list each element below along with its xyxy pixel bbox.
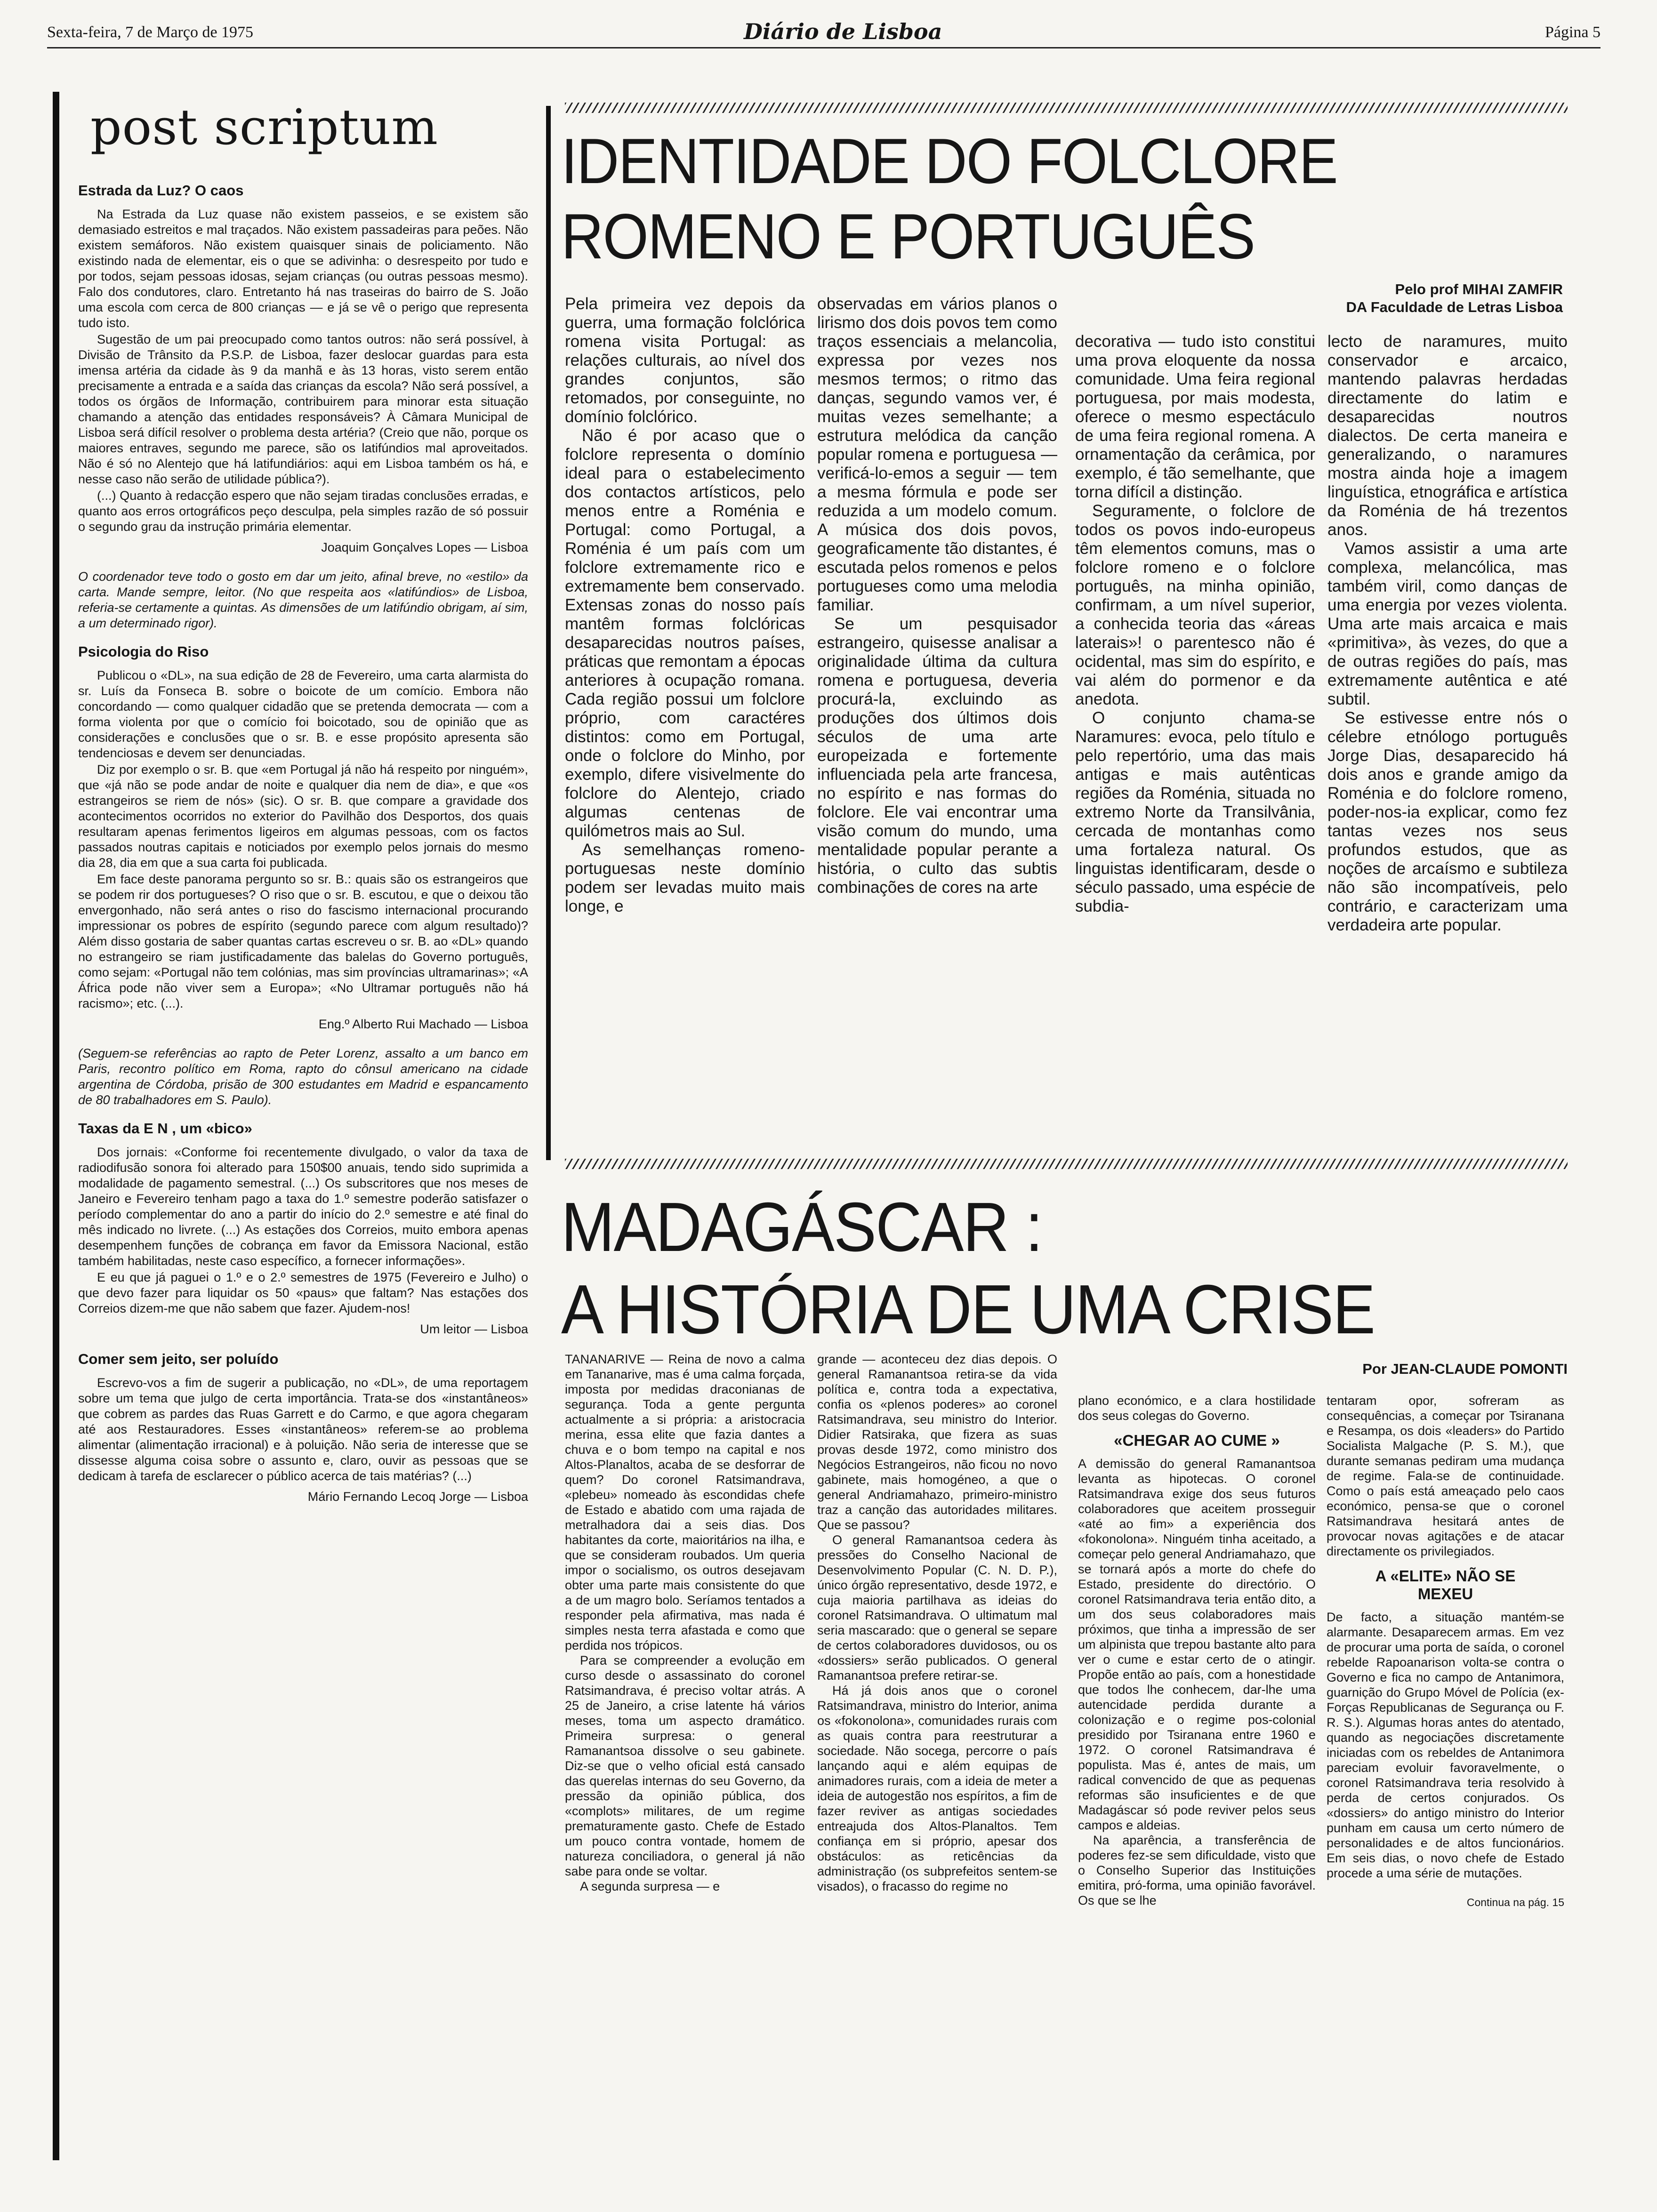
letter-paragraph: Sugestão de um pai preocupado como tantos outros: não será possível, à Divisão de Trânsito da P.S.P. de Lisboa, fazer deslocar guardas para esta imensa artéria da cidade às 9 da manhã e às 13 horas, visto serem então precisamente a entrada e a saída das crianças da escola? Não será possível, a todos os órgãos de Informação, contribuirem para minorar esta situação chamando a atenção das entidades responsáveis? À Câmara Municipal de Lisboa será difícil resolver o problema desta artéria? (Creio que não, porque os maiores entraves, segundo me parece, são os latifúndios mal aproveitados. Não é só no Alentejo que há latifundiários: aqui em Lisboa também os há, e nesse caso não serão de utilidade pública?). bbox=[78, 332, 528, 486]
article-paragraph: observadas em vários planos o lirismo dos dois povos tem como traços essenciais a melancolia, expressa por vezes nos mesmos termos; o ritmo das danças, segundo vamos ver, é muitas vezes semelhante; a estrutura melódica da canção popular romena e portuguesa — verificá-lo-emos a seguir — tem a mesma fórmula e pode ser reduzida a um modelo comum. A música dos dois povos, geograficamente tão distantes, é escutada pelos romenos e pelos portugueses como uma melodia familiar. bbox=[817, 295, 1057, 614]
article-paragraph: Seguramente, o folclore de todos os povos indo-europeus têm elementos comuns, mas o folclore romeno e o folclore português, na minha opinião, confirmam, a um nível superior, a conhecida teoria das «áreas laterais»! o parentesco não é ocidental, mas sim do espírito, e vai além do pormenor e da anedota. bbox=[1075, 502, 1315, 708]
folclore-column-1 bbox=[565, 295, 805, 916]
folclore-column-2 bbox=[817, 295, 1057, 897]
article-paragraph: plano económico, e a clara hostilidade dos seus colegas do Governo. bbox=[1078, 1394, 1316, 1423]
continued-note: Continua na pág. 15 bbox=[1466, 1896, 1564, 1908]
letter-heading: Comer sem jeito, ser poluído bbox=[78, 1351, 279, 1367]
article-paragraph: TANANARIVE — Reina de novo a calma em Tananarive, mas é uma calma forçada, imposta por medidas draconianas de segurança. Toda a gente pergunta actualmente a si própria: a aristocracia merina, essa elite que fazia dantes a chuva e o bom tempo na capital e nos Altos-Planaltos, acaba de se desforrar de quem? Do coronel Ratsimandrava, «plebeu» nomeado às escondidas chefe de Estado e abatido com uma rajada de metralhadora dai a seis dias. Dos habitantes da corte, maioritários na ilha, e que se consideram roubados. Um queria impor o socialismo, os outros desejavam obter uma parte mais consistente do que a de um magro bolo. Seríamos tentados a responder pela afirmativa, mas nada é simples nesta terra afastada e como que perdida nos trópicos. bbox=[565, 1352, 805, 1652]
folclore-byline: Pelo prof MIHAI ZAMFIR DA Faculdade de Letras Lisboa bbox=[1346, 281, 1563, 315]
issue-date: Sexta-feira, 7 de Março de 1975 bbox=[47, 24, 254, 41]
article-paragraph: Pela primeira vez depois da guerra, uma formação folclórica romena visita Portugal: as relações culturais, ao nível dos grandes conjuntos, são retomados, por conseguinte, no domínio folclórico. bbox=[565, 295, 805, 426]
newspaper-title: Diário de Lisboa bbox=[744, 19, 942, 44]
letter-paragraph: E eu que já paguei o 1.º e o 2.º semestres de 1975 (Fevereiro e Julho) o que devo fazer para liquidar os 50 «paus» que faltam? Nas estações dos Correios dizem-me que não sabem que fazer. Ajudem-nos! bbox=[78, 1270, 528, 1315]
article-paragraph: A demissão do general Ramanantsoa levanta as hipotecas. O coronel Ratsimandrava exige dos seus futuros colaboradores que aceitem prosseguir «até ao fim» a experiência dos «fokonolona». Ninguém tinha aceitado, a começar pelo general Andriamahazo, que se tornará após a morte do chefe do Estado, presidente do directório. O coronel Ratsimandrava teria então dito, a um dos seus colaboradores mais próximos, que tinha a impressão de ser um alpinista que trepou bastante alto para ver o cume e estar certo de o atingir. Propõe então ao país, com a honestidade que todos lhe conhecem, dar-lhe uma autencidade perdida durante a colonização e o regime pos-colonial presidido por Tsiranana entre 1960 e 1972. O coronel Ratsimandrava é populista. Mas é, antes de mais, um radical convencido de que as pequenas reformas são insuficientes e de que Madagáscar só pode reviver pelos seus campos e aldeias. bbox=[1078, 1457, 1316, 1832]
article-paragraph: O conjunto chama-se Naramures: evoca, pelo título e pelo repertório, uma das mais antigas e mais autênticas regiões da Roménia, situada no extremo Norte da Transilvânia, cercada de montanhas como uma fortaleza natural. Os linguistas identificaram, desde o século passado, uma espécie de subdia- bbox=[1075, 709, 1315, 915]
letter-signature: Joaquim Gonçalves Lopes — Lisboa bbox=[321, 540, 528, 554]
article-paragraph: grande — aconteceu dez dias depois. O general Ramanantsoa retira-se da vida política e, contra toda a expectativa, confia os «plenos poderes» ao coronel Ratsimandrava, seu ministro do Interior. Didier Ratsiraka, que fizera as suas provas desde 1972, como ministro dos Negócios Estrangeiros, não ficou no novo gabinete, mais homogéneo, a que o general Andriamahazo, primeiro-ministro traz a canção das autoridades militares. Que se passou? bbox=[817, 1352, 1057, 1532]
folclore-column-3 bbox=[1075, 332, 1315, 916]
letter-heading: Psicologia do Riso bbox=[78, 643, 209, 660]
article-paragraph: Se um pesquisador estrangeiro, quisesse analisar a originalidade última da cultura romena e portuguesa, deveria procurá-la, excluindo as produções dos últimos dois séculos de uma arte europeizada e fortemente influenciada pela arte francesa, no espírito e nas formas do folclore. Ele vai encontrar uma visão comum do mundo, uma mentalidade popular perante a história, o culto das subtis combinações de cores na arte bbox=[817, 615, 1057, 897]
article-paragraph: O general Ramanantsoa cedera às pressões do Conselho Nacional de Desenvolvimento Popular (C. N. D. P.), único órgão representativo, desde 1972, e cuja maioria partilhava as ideias do coronel Ratsimandrava. O ultimatum mal seria mascarado: que o general se separe de certos colaboradores duvidosos, ou os «dossiers» serão publicados. O general Ramanantsoa prefere retirar-se. bbox=[817, 1533, 1057, 1683]
letter-signature: Eng.º Alberto Rui Machado — Lisboa bbox=[318, 1017, 528, 1031]
letter-signature: Um leitor — Lisboa bbox=[420, 1322, 528, 1336]
letter-signature: Mário Fernando Lecoq Jorge — Lisboa bbox=[307, 1490, 528, 1504]
article-paragraph: A segunda surpresa — e bbox=[580, 1879, 720, 1893]
letter-paragraph: Dos jornais: «Conforme foi recentemente divulgado, o valor da taxa de radiodifusão sonora foi alterado para 150$00 anuais, tendo sido suprimida a modalidade de pagamento semestral. (...) Os subscritores que nos meses de Janeiro e Fevereiro tenham pago a taxa do 1.º semestre poderão satisfazer o período complementar do ano a partir do início do 2.º semestre e até final do mês indicado no livrete. (...) As estações dos Correios, muito embora apenas desempenhem funções de cobrança em favor da Emissora Nacional, estão também habilitadas, neste caso específico, a fornecer informações». bbox=[78, 1145, 528, 1268]
folclore-column-4 bbox=[1327, 332, 1568, 935]
madagascar-column-4 bbox=[1327, 1393, 1564, 1910]
subheading: «CHEGAR AO CUME » bbox=[1114, 1432, 1280, 1449]
article-paragraph: decorativa — tudo isto constitui uma prova eloquente da nossa comunidade. Uma feira regional portuguesa, por mais modesta, oferece o mesmo espectáculo de uma feira regional romena. A ornamentação da cerâmica, por exemplo, é tão semelhante, que torna difícil a distinção. bbox=[1075, 332, 1315, 501]
masthead-rule bbox=[47, 47, 1601, 48]
post-scriptum-column bbox=[53, 92, 528, 2160]
article-paragraph: Vamos assistir a uma arte complexa, melancólica, mas também viril, como danças de uma energia por vezes violenta. Uma arte mais arcaica e mais «primitiva», às vezes, do que a de outras regiões do país, mas extremamente autêntica e até subtil. bbox=[1327, 539, 1568, 708]
folclore-headline: IDENTIDADE DO FOLCLORE ROMENO E PORTUGUÊS bbox=[561, 125, 1337, 272]
article-paragraph: lecto de naramures, muito conservador e arcaico, mantendo palavras herdadas directamente do latim e desaparecidas noutros dialectos. De certa maneira e generalizando, o naramures mostra ainda hoje a imagem linguística, etnográfica e artística da Roménia de há trezentos anos. bbox=[1327, 332, 1568, 539]
letter-heading: Estrada da Luz? O caos bbox=[78, 182, 244, 199]
article-paragraph: Não é por acaso que o folclore representa o domínio ideal para o estabelecimento dos contactos artísticos, pelo menos entre a Roménia e Portugal: como Portugal, a Roménia é um país com um folclore extremamente rico e extremamente bem conservado. Extensas zonas do nosso país mantêm formas folclóricas desaparecidas noutros países, práticas que remontam a épocas anteriores à ocupação romana. Cada região possui um folclore próprio, com caractéres distintos: como em Portugal, onde o folclore do Minho, por exemplo, difere visivelmente do folclore do Alentejo, criado algumas centenas de quilómetros mais ao Sul. bbox=[565, 426, 805, 840]
article-paragraph: As semelhanças romeno-portuguesas neste domínio podem ser levadas muito mais longe, e bbox=[565, 841, 805, 915]
madagascar-headline: MADAGÁSCAR : A HISTÓRIA DE UMA CRISE bbox=[561, 1188, 1375, 1348]
letter-heading: Taxas da E N , um «bico» bbox=[78, 1120, 252, 1137]
letter-paragraph: Na Estrada da Luz quase não existem passeios, e se existem são demasiado estreitos e mal traçados. Não existem passadeiras para peões. Não existem semáforos. Não existem quaisquer sinais de policiamento. Não existindo nada de elementar, eis o que se adivinha: o desrespeito por tudo e por todos, sejam pessoas idosas, sejam crianças (ou outras pessoas mesmo). Falo dos condutores, claro. Entretanto há nas traseiras do bairro de S. João uma escola com cerca de 800 crianças — e já se vê o perigo que representa tudo isto. bbox=[78, 207, 528, 330]
article-paragraph: Há já dois anos que o coronel Ratsimandrava, ministro do Interior, anima os «fokonolona», comunidades rurais com as quais contra para reestruturar a sociedade. Não socega, percorre o país lançando aqui e além equipas de animadores rurais, com a ideia de meter a ideia de autogestão nos espíritos, a fim de fazer reviver as antigas sociedades entreajuda dos Altos-Planaltos. Tem confiança em si próprio, apesar dos obstáculos: as reticências da administração (os subprefeitos sentem-se visados), o fracasso do regime no bbox=[817, 1683, 1057, 1893]
letter-paragraph: Publicou o «DL», na sua edição de 28 de Fevereiro, uma carta alarmista do sr. Luís da Fonseca B. sobre o boicote de um comício. Embora não concordando — como qualquer cidadão que se pretenda democrata — com a forma violenta por que o comício foi boicotado, sou de opinião que as considerações e conclusões que o sr. B. e esse propósito apresenta são tendenciosas e devem ser denunciadas. bbox=[78, 668, 528, 760]
madagascar-column-3 bbox=[1078, 1393, 1316, 1908]
madagascar-column-2 bbox=[817, 1352, 1057, 1894]
folclore-top-hatch bbox=[565, 103, 1568, 113]
subheading: A «ELITE» NÃO SE MEXEU bbox=[1375, 1567, 1516, 1603]
letter-paragraph: (...) Quanto à redacção espero que não sejam tiradas conclusões erradas, e quanto aos erros ortográficos peço desculpa, pela simples razão de só possuir o segundo grau da instrução primária elementar. bbox=[78, 489, 528, 534]
folclore-rule bbox=[546, 106, 551, 1160]
madagascar-top-hatch bbox=[565, 1159, 1568, 1169]
masthead bbox=[47, 19, 1601, 52]
article-paragraph: Para se compreender a evolução em curso desde o assassinato do coronel Ratsimandrava, é preciso voltar atrás. A 25 de Janeiro, a crise latente há vários meses, toma um aspecto dramático. Primeira surpresa: o general Ramanantsoa dissolve o seu gabinete. Diz-se que o velho oficial está cansado das querelas internas do seu Governo, da pressão da opinião pública, dos «complots» militares, de um regime prematuramente gasto. Chefe de Estado um pouco contra vontade, homem de natureza conciliadora, o general já não sabe para onde se voltar. bbox=[565, 1653, 805, 1878]
madagascar-byline: Por JEAN-CLAUDE POMONTI bbox=[1362, 1361, 1568, 1377]
page-number: Página 5 bbox=[1544, 24, 1601, 41]
editor-note: (Seguem-se referências ao rapto de Peter Lorenz, assalto a um banco em Paris, recontro político em Roma, rapto do cônsul americano na cidade argentina de Córdoba, prisão de 300 estudantes em Madrid e espancamento de 80 trabalhadores em S. Paulo). bbox=[78, 1046, 528, 1107]
column-title: post scriptum bbox=[90, 98, 438, 156]
article-paragraph: tentaram opor, sofreram as consequências, a começar por Tsiranana e Resampa, os dois «leaders» do Partido Socialista Malgache (P. S. M.), que durante semanas pediram uma mudança de regime. Fala-se de continuidade. Como o país está ameaçado pelo caos económico, pensa-se que o coronel Ratsimandrava hesitará antes de provocar novas agitações e de atacar directamente os privilegiados. bbox=[1327, 1394, 1564, 1558]
letter-paragraph: Escrevo-vos a fim de sugerir a publicação, no «DL», de uma reportagem sobre um tema que julgo de certa importância. Trata-se dos «instantâneos» que cobrem as pardes das Ruas Garrett e do Carmo, e que agora chegaram até aos Restauradores. Esses «instantâneos» referem-se ao problema alimentar (alimentação irracional) e à poluição. Não seria de interesse que se dissesse alguma coisa sobre o assunto e, claro, ouvir as pessoas que se dedicam à tarefa de esclarecer o público acerca de tais matérias? (...) bbox=[78, 1376, 528, 1483]
letter-paragraph: Em face deste panorama pergunto so sr. B.: quais são os estrangeiros que se podem rir dos portugueses? O riso que o sr. B. escutou, e que o deixou tão envergonhado, não será antes o riso do fascismo internacional procurando impressionar os pobres de espírito (segundo parece com algum resultado)? Além disso gostaria de saber quantas cartas escreveu o sr. B. ao «DL» quando no estrangeiro se riam justificadamente das balelas do Governo português, como sejam: «Portugal não tem colónias, mas sim províncias ultramarinas»; «A África pode não viver sem a Europa»; «No Ultramar português não há racismo»; etc. (...). bbox=[78, 872, 528, 1010]
editor-note: O coordenador teve todo o gosto em dar um jeito, afinal breve, no «estilo» da carta. Mande sempre, leitor. (No que respeita aos «latifúndios» de Lisboa, referia-se certamente a quintas. As dimensões de um latifúndio obrigam, aí sim, a um determinado rigor). bbox=[78, 569, 528, 630]
article-paragraph: Se estivesse entre nós o célebre etnólogo português Jorge Dias, desaparecido há dois anos e grande amigo da Roménia e do folclore romeno, poder-nos-ia explicar, como fez tantas vezes nos seus profundos estudos, que as noções de arcaísmo e subtileza não são incompatíveis, pelo contrário, e caracterizam uma verdadeira arte popular. bbox=[1327, 709, 1568, 934]
article-paragraph: Na aparência, a transferência de poderes fez-se sem dificuldade, visto que o Conselho Superior das Instituições emitira, pró-forma, uma opinião favorável. Os que se lhe bbox=[1078, 1833, 1316, 1907]
letter-paragraph: Diz por exemplo o sr. B. que «em Portugal já não há respeito por ninguém», que «já não se pode andar de noite e qualquer dia nem de dia», e que «os estrangeiros se riem de nós» (sic). O sr. B. que compare a gravidade dos acontecimentos ocorridos no exterior do Pavilhão dos Desportos, dos quais resultaram apenas ferimentos ligeiros em algumas pessoas, com os factos passados noutras capitais e noticiados por exemplo pelos jornais do mesmo dia 28, dia em que a sua carta foi publicada. bbox=[78, 762, 528, 870]
article-paragraph: De facto, a situação mantém-se alarmante. Desaparecem armas. Em vez de procurar uma porta de saída, o coronel rebelde Rapoanarison volta-se contra o Governo e fica no campo de Antanimora, guarnição do Grupo Móvel de Polícia (ex-Forças Republicanas de Segurança ou F. R. S.). Algumas horas antes do atentado, quando as negociações discretamente iniciadas com os rebeldes de Antanimora pareciam evoluir favoravelmente, o coronel Ratsimandrava teria resolvido à perda de certos conjurados. Os «dossiers» do antigo ministro do Interior punham em causa um certo número de personalidades e de altos funcionários. Em seis dias, o novo chefe de Estado procede a uma série de mutações. bbox=[1327, 1610, 1564, 1880]
madagascar-column-1 bbox=[565, 1352, 805, 1894]
